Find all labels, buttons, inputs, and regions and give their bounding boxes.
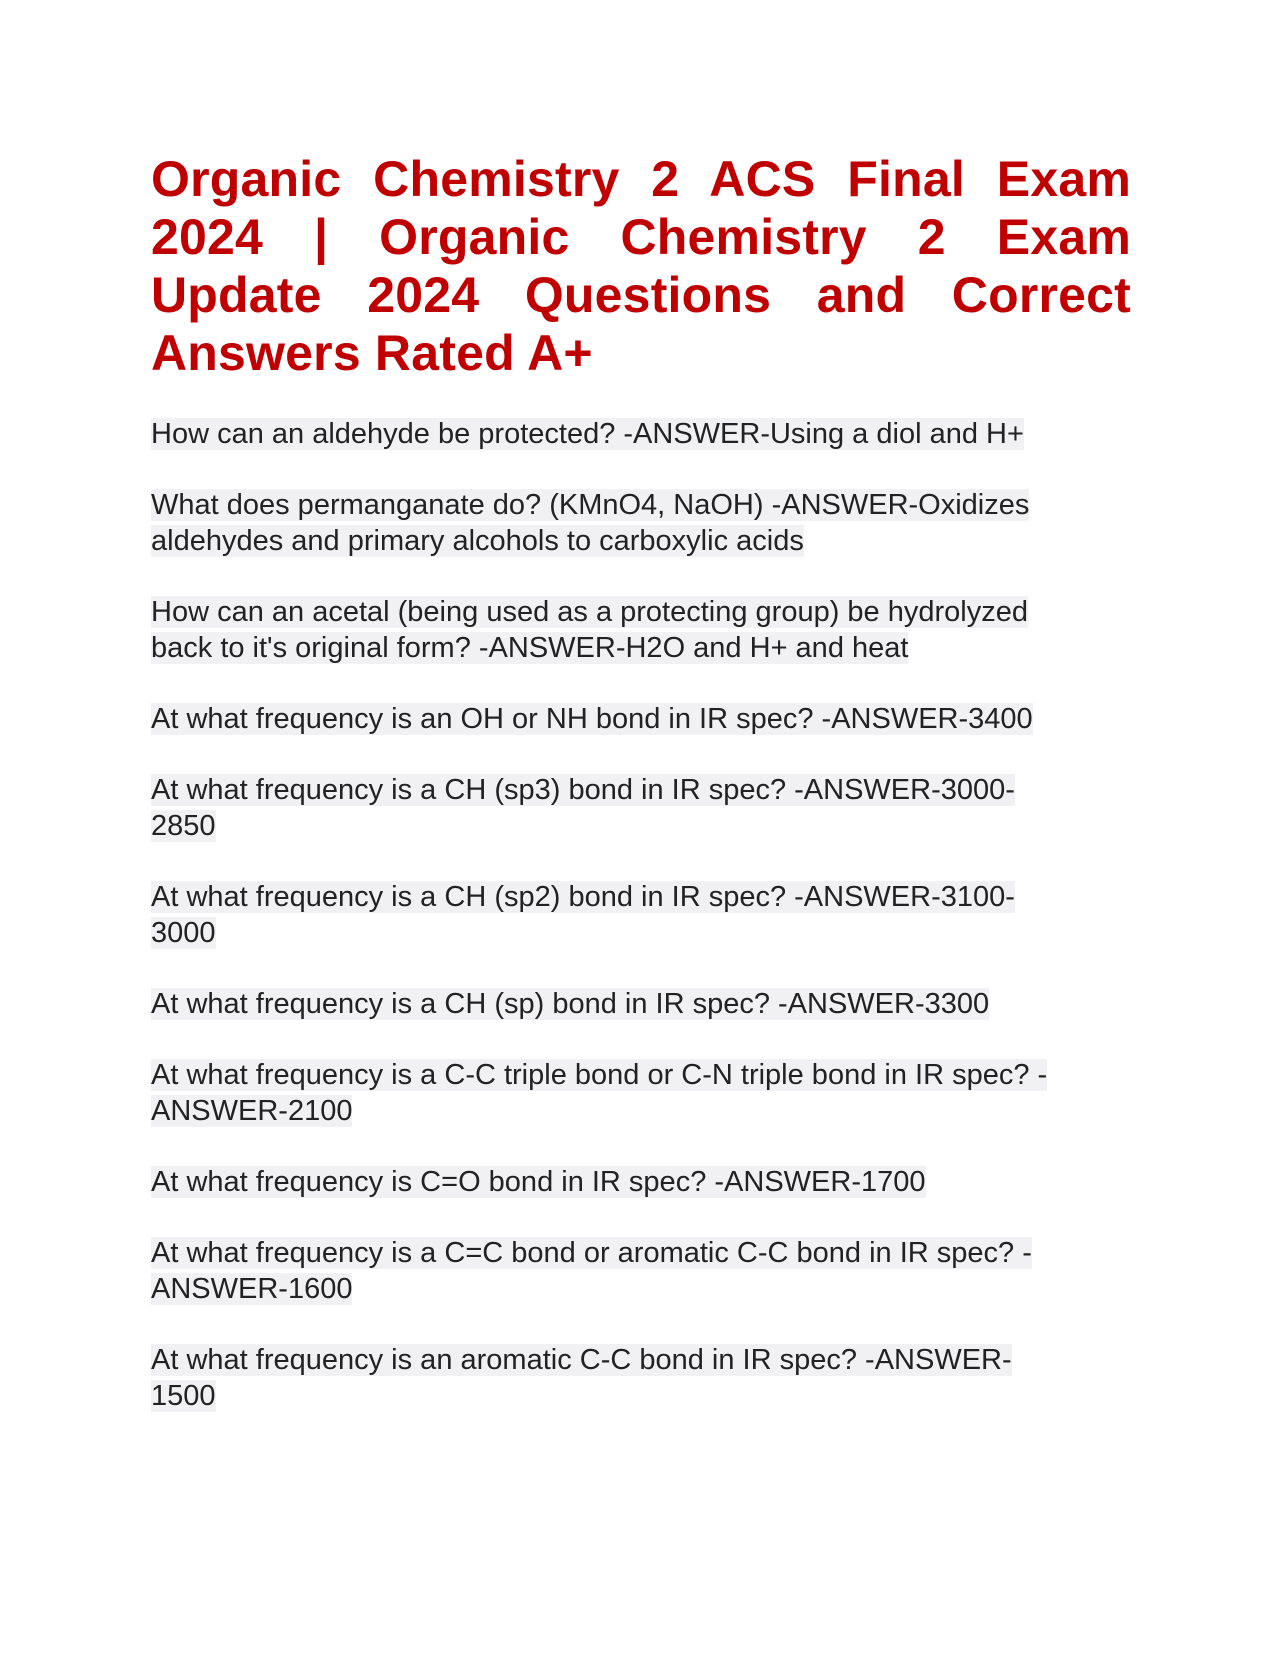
- document-page: [151, 150, 1131, 1449]
- qa-list: [151, 416, 1131, 1414]
- qa-item: [151, 1235, 1131, 1307]
- qa-item: [151, 416, 1131, 452]
- qa-item: [151, 594, 1131, 666]
- qa-item: [151, 487, 1131, 559]
- qa-line: How can an acetal (being used as a protecting group) be hydrolyzed: [151, 596, 1028, 628]
- qa-item: [151, 1057, 1131, 1129]
- qa-item: [151, 701, 1131, 737]
- qa-item: [151, 1164, 1131, 1200]
- qa-line: At what frequency is a CH (sp2) bond in IR spec? -ANSWER-3100-: [151, 881, 1015, 913]
- qa-item: [151, 986, 1131, 1022]
- qa-line: At what frequency is a CH (sp) bond in IR spec? -ANSWER-3300: [151, 988, 990, 1020]
- qa-item: [151, 772, 1131, 844]
- qa-line: At what frequency is C=O bond in IR spec? -ANSWER-1700: [151, 1166, 926, 1198]
- qa-line: 2850: [151, 810, 216, 842]
- qa-line: How can an aldehyde be protected? -ANSWER-Using a diol and H+: [151, 418, 1024, 450]
- qa-line: What does permanganate do? (KMnO4, NaOH) -ANSWER-Oxidizes: [151, 489, 1030, 521]
- qa-line: At what frequency is a C-C triple bond or C-N triple bond in IR spec? -: [151, 1059, 1048, 1091]
- qa-line: ANSWER-1600: [151, 1273, 353, 1305]
- qa-line: At what frequency is an OH or NH bond in IR spec? -ANSWER-3400: [151, 703, 1033, 735]
- qa-line: aldehydes and primary alcohols to carboxylic acids: [151, 525, 804, 557]
- qa-line: At what frequency is an aromatic C-C bond in IR spec? -ANSWER-: [151, 1344, 1012, 1376]
- document-title: Organic Chemistry 2 ACS Final Exam 2024 | Organic Chemistry 2 Exam Update 2024 Questions and Correct Answers Rated A+: [151, 151, 1131, 381]
- qa-line: ANSWER-2100: [151, 1095, 353, 1127]
- qa-item: [151, 1342, 1131, 1414]
- qa-line: At what frequency is a CH (sp3) bond in IR spec? -ANSWER-3000-: [151, 774, 1015, 806]
- qa-line: At what frequency is a C=C bond or aromatic C-C bond in IR spec? -: [151, 1237, 1032, 1269]
- qa-line: 1500: [151, 1380, 216, 1412]
- qa-line: 3000: [151, 917, 216, 949]
- qa-item: [151, 879, 1131, 951]
- qa-line: back to it's original form? -ANSWER-H2O and H+ and heat: [151, 632, 909, 664]
